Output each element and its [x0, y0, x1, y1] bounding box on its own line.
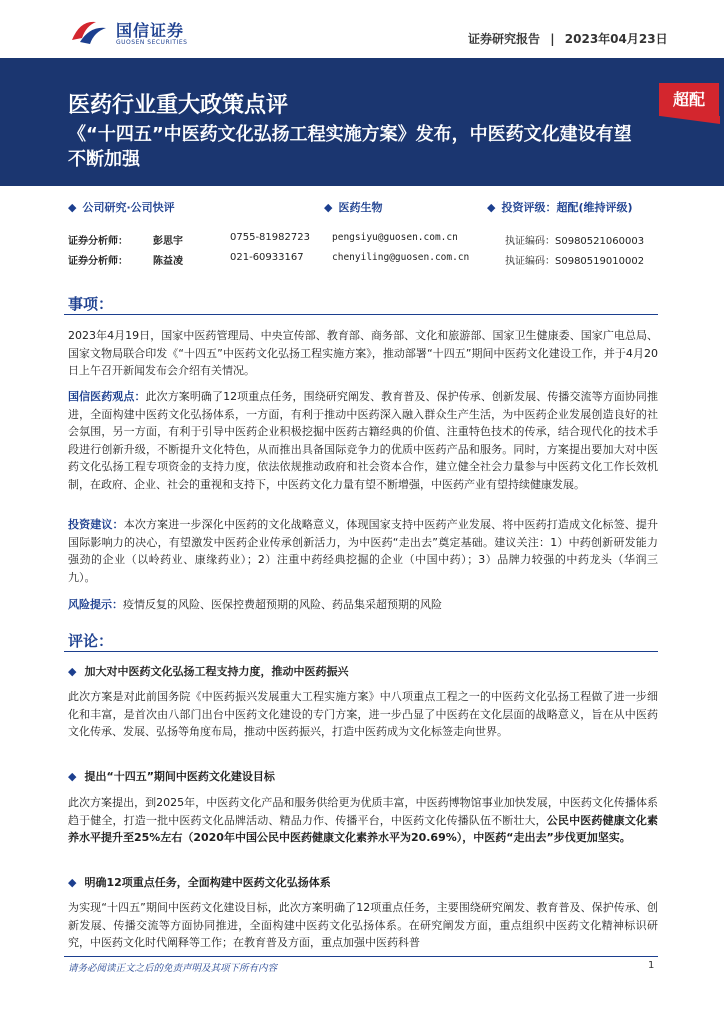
analyst-row [68, 232, 658, 252]
section-divider [64, 314, 658, 315]
diamond-icon: ◆ [68, 665, 77, 678]
report-meta [468, 30, 668, 47]
page-header [0, 0, 724, 58]
event-paragraph: 2023年4月19日，国家中医药管理局、中央宣传部、教育部、商务部、文化和旅游部、国家卫生健康委、国家广电总局、国家文物局联合印发《“十四五”中医药文化弘扬工程实施方案》，推动部署“十四五”期间中医药文化建设工作，并于4月20日上午召开新闻发布会介绍有关情况。 [68, 329, 658, 377]
report-type: 证券研究报告 [468, 32, 541, 46]
comment-paragraph: 为实现“十四五”期间中医药文化建设目标，此次方案明确了12项重点任务，主要围绕研究阐发、教育普及、保护传承、创新发展、传播交流等方面协同推进，全面构建中医药文化弘扬体系。在研究阐发方面，重点组织中医药文化精神标识研究，中医药文化时代阐释等工作；在教育普及方面，重点加强中医药科普 [68, 901, 658, 949]
advice-text: 本次方案进一步深化中医药的文化战略意义，体现国家支持中医药产业发展、将中医药打造成文化标签、提升国际影响力的决心，有望激发中医药企业传承创新活力，为中医药“走出去”奠定基础。建议关注：1）中药创新研发能力强劲的企业（以岭药业、康缘药业）；2）注重中药经典挖掘的企业（中国中药）；3）品牌力较强的中药龙头（华润三九）。 [68, 518, 659, 584]
analyst-phone: 0755-81982723 [230, 232, 310, 243]
diamond-icon: ◆ [68, 770, 77, 783]
comment-subheading [68, 874, 331, 890]
analyst-row [68, 252, 658, 272]
footer-divider [64, 956, 658, 957]
analyst-role: 证券分析师： [68, 236, 128, 247]
section-divider [64, 651, 658, 652]
advice-label: 投资建议： [68, 518, 124, 531]
comment-text: 此次方案提出，到2025年，中医药文化产品和服务供给更为优质丰富，中医药博物馆事业加快发展，中医药文化传播体系趋于健全，打造一批中医药文化品牌活动、精品力作、传播平台，中医药文化传播队伍不断壮大， [68, 796, 658, 827]
subheading-text: 加大对中医药文化弘扬工程支持力度，推动中医药振兴 [84, 665, 349, 678]
disclaimer-note[interactable]: 请务必阅读正文之后的免责声明及其项下所有内容 [68, 963, 278, 974]
comment-paragraph: 此次方案是对此前国务院《中医药振兴发展重大工程实施方案》中八项重点工程之一的中医药文化弘扬工程做了进一步细化和丰富，是首次由八部门出台中医药文化建设的专门方案，进一步凸显了中医药在文化层面的战略意义，旨在从中医药文化传承、发展、弘扬等角度布局，推动中医药振兴，打造中医药成为文化标签走向世界。 [68, 690, 658, 738]
report-tags [68, 199, 658, 217]
rating-badge: 超配 [659, 83, 719, 116]
subheading-text: 提出“十四五”期间中医药文化建设目标 [84, 770, 275, 783]
analyst-cert: 执证编码：S0980519010002 [505, 256, 645, 267]
guosen-logo [70, 16, 230, 56]
analyst-name: 彭思宇 [153, 236, 183, 247]
tag-category [68, 199, 175, 215]
comment-paragraph [68, 794, 658, 847]
analyst-phone: 021-60933167 [230, 252, 304, 263]
risk-paragraph [68, 596, 658, 614]
section-heading-comment: 评论： [68, 632, 114, 650]
view-text: 此次方案明确了12项重点任务，围绕研究阐发、教育普及、保护传承、创新发展、传播交流等方面协同推进，全面构建中医药文化弘扬体系，一方面，有利于推动中医药深入融入群众生产生活，为中医药企业发展创造良好的社会氛围，另一方面，有利于引导中医药企业积极挖掘中医药古籍经典的价值、注重特色技术的传承，结合现代化的技术手段进行创新升级，不断提升文化特色，从而推出具备国际竞争力的优质中医药产品和服务。同时，方案提出要加大对中医药文化弘扬工程专项资金的支持力度，依法依规推动政府和社会资本合作，建立健全社会力量参与中医药文化工作长效机制，在政府、企业、社会的重视和支持下，中医药文化力量有望不断增强，中医药产业有望持续健康发展。 [68, 390, 659, 491]
analyst-table [68, 232, 658, 272]
report-title: 医药行业重大政策点评 [68, 93, 289, 118]
analyst-role: 证券分析师： [68, 256, 128, 267]
view-paragraph [68, 388, 658, 493]
diamond-icon: ◆ [68, 201, 77, 214]
analyst-email[interactable]: chenyiling@guosen.com.cn [332, 252, 470, 263]
diamond-icon: ◆ [324, 201, 333, 214]
section-heading-event: 事项： [68, 295, 114, 313]
tag-industry-label: 医药生物 [338, 201, 383, 214]
analyst-email[interactable]: pengsiyu@guosen.com.cn [332, 232, 458, 243]
page-number: 1 [648, 960, 655, 971]
guosen-logo-icon [70, 16, 108, 46]
report-date: 2023年04月23日 [564, 32, 668, 46]
diamond-icon: ◆ [487, 201, 496, 214]
analyst-name: 陈益凌 [153, 256, 183, 267]
tag-rating [487, 199, 633, 215]
risk-text: 疫情反复的风险、医保控费超预期的风险、药品集采超预期的风险 [123, 598, 442, 611]
view-label: 国信医药观点： [68, 390, 146, 403]
logo-text-en: GUOSEN SECURITIES [116, 39, 188, 46]
comment-text-bold: 公民中医药健康文化素养水平提升至25%左右（2020年中国公民中医药健康文化素养水平为20.69%），中医药“走出去”步伐更加坚实。 [68, 813, 659, 844]
comment-subheading [68, 663, 348, 679]
logo-text-cn: 国信证券 [116, 21, 185, 40]
tag-rating-label: 投资评级：超配(维持评级) [501, 201, 633, 214]
advice-paragraph [68, 516, 658, 586]
report-headline: 《“十四五”中医药文化弘扬工程实施方案》发布，中医药文化建设有望不断加强 [68, 124, 632, 170]
analyst-cert: 执证编码：S0980521060003 [505, 236, 645, 247]
tag-industry [324, 199, 382, 215]
tag-category-label: 公司研究·公司快评 [82, 201, 175, 214]
comment-subheading [68, 768, 275, 784]
diamond-icon: ◆ [68, 876, 77, 889]
risk-label: 风险提示： [68, 598, 123, 611]
subheading-text: 明确12项重点任务，全面构建中医药文化弘扬体系 [84, 876, 331, 889]
meta-separator: | [550, 32, 555, 46]
